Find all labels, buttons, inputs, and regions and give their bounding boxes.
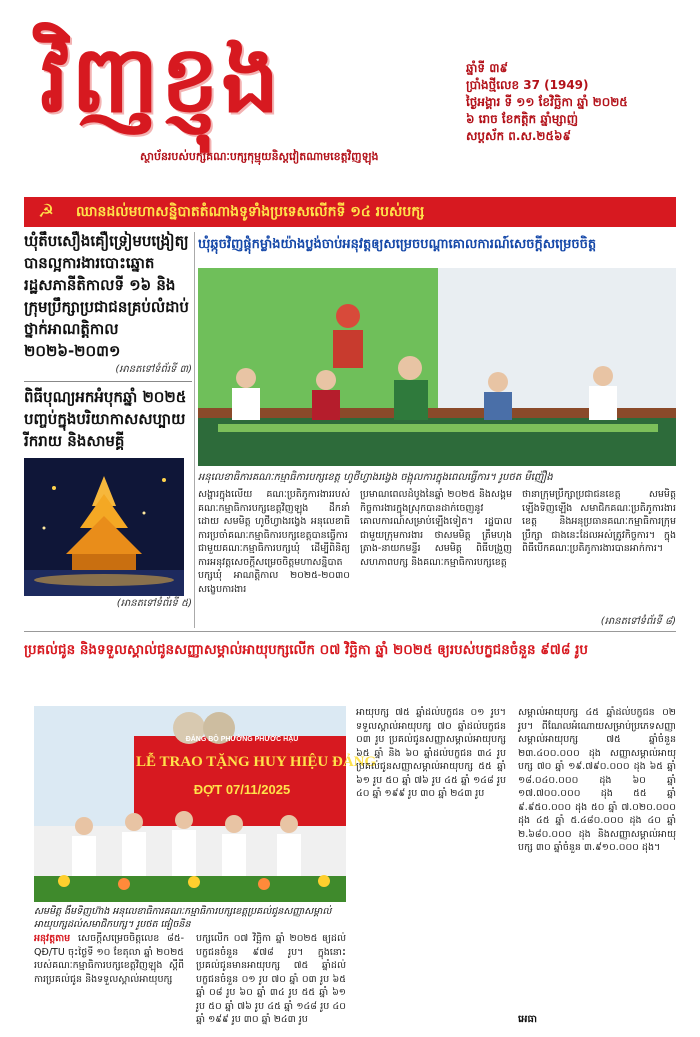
date-line: ថ្ងៃអង្គារ ទី ១១ ខែវិច្ឆិកា ឆ្នាំ ២០២៥ — [466, 95, 628, 109]
second-headline[interactable]: ប្រគល់ជូន និងទទួលស្គាល់ជូនសញ្ញាសម្គាល់អាយុបក្សលើក ០៧ វិច្ឆិកា ឆ្នាំ ២០២៥ ឲ្យរបស់បក្ខជនចំនួន ៩៧៨ រូប — [24, 642, 588, 658]
masthead-subtitle: ស្ថាប័នរបស់បក្សគណៈបក្សកុម្មុយនិស្តវៀតណាមខេត្តវិញឡុង — [140, 150, 379, 163]
main-more[interactable]: (អានតទៅទំព័រទី ៨) — [600, 616, 676, 627]
meeting-illustration — [198, 268, 676, 466]
masthead-logo: វិញខ្ញុង — [40, 25, 282, 133]
issue-info — [466, 60, 676, 145]
main-headline[interactable]: ឃុំឆ្កុចវិញផ្តុំកម្លាំងយ៉ាងប្លង់ចាប់អនុវត្តឲ្យសម្រេចបណ្តាគោលការណ៍សេចក្តីសម្រេចចិត្ត — [198, 237, 597, 252]
pagoda-lantern-photo — [24, 458, 184, 596]
meeting-caption: អនុលេខាធិការគណៈកម្មាធិការបក្សខេត្ត ហូថីហ្វាងរង្វេង ចង្អុលការក្នុងពេលធ្វើការ។ រូបថត មីញ៉ឿង — [198, 472, 553, 483]
section-rule — [24, 631, 676, 632]
meeting-photo — [198, 268, 676, 466]
ceremony-banner-main: LỄ TRAO TẶNG HUY HIỆU ĐẢNG — [136, 754, 377, 770]
left-column — [24, 230, 192, 611]
story2-more[interactable]: (អានតទៅទំព័រទី ៥) — [116, 598, 192, 609]
main-col-3: ថានាក្រុមប្រឹក្សាប្រជាជនខេត្ត សមមិត្ត ឡើងទិញឡើង សមាជិកគណៈប្រតិភូការងារខេត្ត និងអនុប្រធានគណៈកម្មាធិការក្រុមប្រឹក្សា ជាងនេះដែលអស់ត្រូវកិច្ចការ។ ក្នុងពិធីបើកគណៈប្រតិភូការងារបានអាក់ការ។ — [522, 489, 676, 554]
ceremony-banner-sub: ĐỢT 07/11/2025 — [193, 782, 291, 797]
second-col-1-text: សេចក្តីសម្រេចចិត្តលេខ ៨៥-QĐ/TU ចុះថ្ងៃទី ១០ ខែតុលា ឆ្នាំ ២០២៥ របស់គណៈកម្មាធិការបក្សខេត្តវិញឡុង ស្តីពីការប្រគល់ជូន និងទទួលស្គាល់អាយុបក្ស — [34, 933, 184, 985]
second-col-1 — [34, 932, 184, 1028]
story1-more[interactable]: (អានតទៅទំព័រទី ៣) — [115, 364, 192, 375]
second-col-3: អាយុបក្ស ៧៥ ឆ្នាំដល់បក្ខជន ០១ រូប។ ទទួលស្គាល់អាយុបក្ស ៧០ ឆ្នាំដល់បក្ខជន ០៣ រូប ប្រគល់ជូនសញ្ញាសម្គាល់អាយុបក្ស ៦៥ ឆ្នាំ និង ៦០ ឆ្នាំដល់បក្ខជន ៣៤ រូប ប្រគល់ជូនសញ្ញាសម្គាល់អាយុបក្ស ៥៥ ឆ្នាំ ៦១ រូប ៥០ ឆ្នាំ ៧៦ រូប ៤៥ ឆ្នាំ ១៤៨ រូប ៤០ ឆ្នាំ ១៩៩ រូប ៣០ ឆ្នាំ ២៤៣ រូប — [356, 707, 506, 799]
second-end-mark: អេធា — [518, 1014, 538, 1025]
column-rule — [194, 232, 195, 628]
main-col-1: សង្ហារក្នុងលើយ គណៈប្រតិភូការងាររបស់គណៈកម្មាធិការបក្សខេត្តវិញឡុង ដឹកនាំដោយ សមមិត្ត ហូថីហ្វាងរង្វេង អនុលេខាធិការប្រចាំគណៈកម្មាធិការបក្សខេត្តបានធ្វើការជាមួយគណៈកម្មាធិការបក្សឃុំ ដើម្បីពិនិត្យការអនុវត្តសេចក្តីសម្រេចចិត្តមហាសន្និបាតបក្សឃុំ អាណត្តិកាល ២០២៥-២០៣០ សង្ខេបការងារ — [198, 489, 350, 595]
story2-title[interactable]: ពិធីបុណ្យអកអំបុកឆ្នាំ ២០២៥ បញ្ចប់ក្នុងបរិយាកាសសប្បាយរីករាយ និងសាមគ្គី — [24, 388, 187, 450]
second-lead: អនុវត្តតាម — [34, 933, 71, 944]
congress-banner — [24, 197, 676, 227]
second-col-2: បក្សលើក ០៧ វិច្ឆិកា ឆ្នាំ ២០២៥ ឲ្យដល់បក្ខជនចំនួន ៩៧៨ រូប។ ក្នុងនោះ ប្រគល់ជូនមានអាយុបក្ស ៧៥ ឆ្នាំដល់បក្ខជនចំនួន ០១ រូប ៧០ ឆ្នាំ ០៣ រូប ៦៥ ឆ្នាំ ០៨ រូប ៦០ ឆ្នាំ ៣៤ រូប ៥៥ ឆ្នាំ ៦១ រូប ៥០ ឆ្នាំ ៧៦ រូប ៤៥ ឆ្នាំ ១៤៨ រូប ៤០ ឆ្នាំ ១៩៩ រូប ៣០ ឆ្នាំ ២៤៣ រូប — [196, 933, 346, 1025]
second-col-4: សម្គាល់អាយុបក្ស ៤៥ ឆ្នាំដល់បក្ខជន ០២ រូប។ ពីណែលអំណោយសម្រាប់ប្រភេទសញ្ញាសម្គាល់អាយុបក្ស ៧៥ ឆ្នាំចំនួន ២៣.៤០០.០០០ ដុង សញ្ញាសម្គាល់អាយុបក្ស ៧០ ឆ្នាំ ១៩.៧៩០.០០០ ដុង ៦៥ ឆ្នាំ ១៨.០៤០.០០០ ដុង ៦០ ឆ្នាំ ១៧.៧០០.០០០ ដុង ៥៥ ឆ្នាំ ៩.៩៥០.០០០ ដុង ៥០ ឆ្នាំ ៧.០២០.០០០ ដុង ៤៥ ឆ្នាំ ៥.៤៨០.០០០ ដុង ៤០ ឆ្នាំ ២.៦៨០.០០០ ដុង និងសញ្ញាសម្គាល់អាយុបក្ស ៣០ ឆ្នាំចំនួន ៣.៩១០.០០០ ដុង។ — [518, 707, 676, 853]
left-divider — [24, 381, 192, 382]
hammer-sickle-icon: ☭ — [38, 201, 55, 222]
issue-line: ប្រាំងថ្មីលេខ 37 (1949) — [466, 78, 589, 92]
era-line: សប្តស័ក ព.ស.២៥៦៩ — [466, 129, 571, 143]
lunar-line: ៦ រោច ខែកត្តិក ឆ្នាំម្សាញ់ — [466, 112, 579, 126]
ceremony-photo — [34, 706, 377, 902]
ceremony-caption: សមមិត្ត ងឹមទិញហ៊ាង អនុលេខាធិការគណៈកម្មាធិការបក្សខេត្តប្រគល់ជូនសញ្ញាសម្គាល់អាយុបក្សដល់សមាជិកបក្ស។ រូបថត ផៀចនិន — [34, 906, 332, 930]
ceremony-banner-top: ĐẢNG BỘ PHƯỜNG PHƯỚC HẬU — [185, 736, 299, 743]
banner-text: ឈានដល់មហាសន្និបាតតំណាងទូទាំងប្រទេសលើកទី ១៤ របស់បក្ស — [76, 204, 425, 220]
story1-title[interactable]: ឃុំតឹបសឿងគឿទ្រៀមបង្រៀត្យបានល្អការងារបោះឆ្នោតរដ្ឋសភានីតិកាលទី ១៦ និងក្រុមប្រឹក្សាប្រជាជនគ្រប់លំដាប់ថ្នាក់អាណត្តិកាល ២០២៦-២០៣១ — [24, 232, 189, 360]
pagoda-illustration — [24, 458, 184, 596]
main-col-2: ប្រមាណពេលដំបូងនៃឆ្នាំ ២០២៥ និងសង្គមកិច្ចការងារក្នុងស្រុកបានដាក់ចេញនូវគោលការណ៍សម្រាប់ឡើងទៀត។ រដ្ឋបាលជាមួយក្រុមការងារ ថាសមមិត្ត ត្រឹមហុងត្រាង-នាយកមន្ទីរ សមមិត្ត ពិធីបង្រួញ សហភាពបក្ស និងគណៈកម្មាធិការបក្សខេត្ត — [360, 489, 512, 568]
year-line: ឆ្នាំទី ៣៩ — [466, 61, 508, 75]
